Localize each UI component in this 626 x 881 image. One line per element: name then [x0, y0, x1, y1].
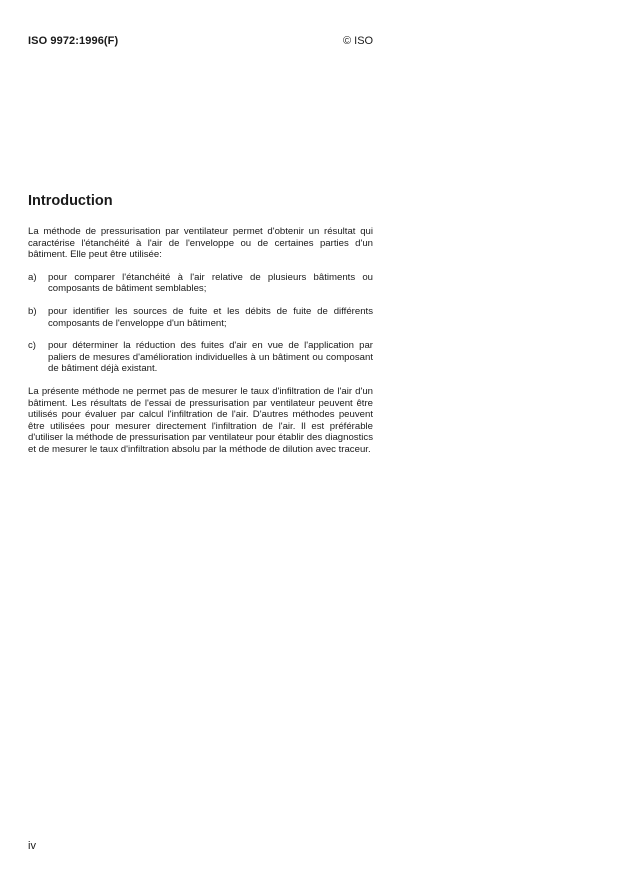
- page-number: iv: [28, 840, 36, 852]
- section-body: [28, 226, 373, 467]
- list-item-b: [28, 306, 373, 329]
- document-id: ISO 9972:1996(F): [28, 35, 119, 47]
- list-item-text: pour déterminer la réduction des fuites d'air en vue de l'application par paliers de mesures d'amélioration individuelles à un bâtiment ou composant de bâtiment déjà existant.: [48, 340, 373, 375]
- list-marker: a): [28, 271, 37, 283]
- list-item-text: pour comparer l'étanchéité à l'air relative de plusieurs bâtiments ou composants de bâtiment semblables;: [48, 271, 373, 295]
- list-item-text: pour identifier les sources de fuite et les débits de fuite de différents composants de l'enveloppe d'un bâtiment;: [48, 305, 373, 329]
- list-marker: c): [28, 340, 36, 352]
- intro-paragraph: La méthode de pressurisation par ventilateur permet d'obtenir un résultat qui caractérise l'étanchéité à l'air de l'enveloppe ou de certaines parties d'un bâtiment. Elle peut être utilisée:: [28, 226, 373, 261]
- list-item-a: [28, 272, 373, 295]
- section-title: Introduction: [28, 193, 113, 209]
- list-marker: b): [28, 305, 37, 317]
- closing-paragraph: La présente méthode ne permet pas de mesurer le taux d'infiltration de l'air d'un bâtiment. Les résultats de l'essai de pressurisation par ventilateur peuvent être utilisés pour évaluer par calcul l'infiltration de l'air. D'autres méthodes peuvent être utilisées pour mesurer directement l'infiltration de l'air. Il est préférable d'utiliser la méthode de pressurisation par ventilateur pour établir des diagnostics et de mesurer le taux d'infiltration absolu par la méthode de dilution avec traceur.: [28, 385, 373, 455]
- copyright-notice: © ISO: [343, 35, 374, 47]
- list-item-c: [28, 340, 373, 375]
